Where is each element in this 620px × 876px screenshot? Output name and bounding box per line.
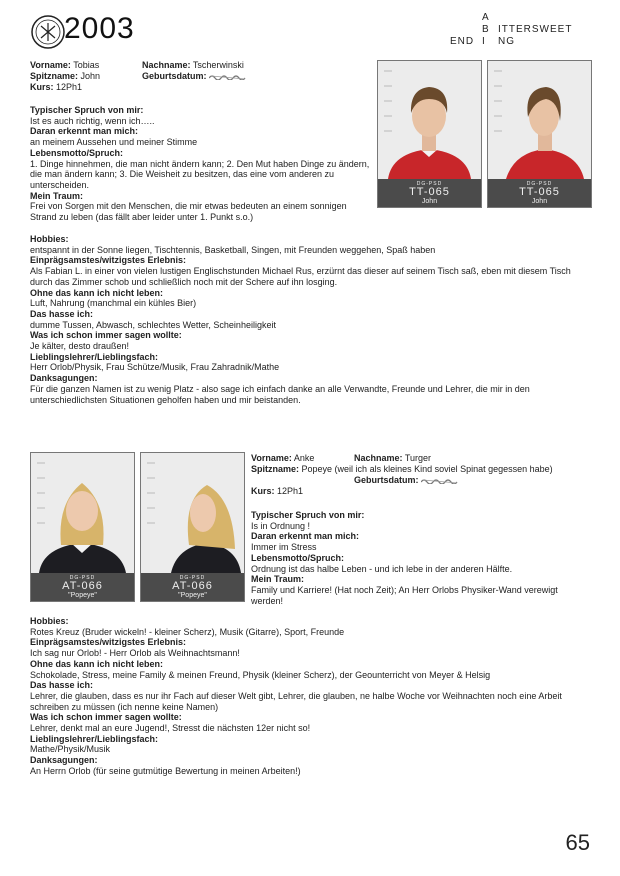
section-text: Für die ganzen Namen ist zu wenig Platz - also sage ich einfach danke an alle Verwandte, Freunde und Lehrer, die mir in den unterschiedlichsten Situationen geholfen haben und mir beistanden. <box>30 383 530 405</box>
person1-photo-profile <box>487 60 592 208</box>
section-label: Typischer Spruch von mir: <box>30 105 144 115</box>
person2-sections-bottom <box>30 616 590 777</box>
section-text: Family und Karriere! (Hat noch Zeit); An Herr Orlobs Physiker-Wand verewigt werden! <box>251 584 558 606</box>
person2-geburtsdatum: Geburtsdatum: <box>354 475 459 486</box>
section-label: Das hasse ich: <box>30 308 94 319</box>
section-text: Mathe/Physik/Musik <box>30 744 111 755</box>
person2-kurs: Kurs: 12Ph1 <box>251 486 304 496</box>
brand-word-ng: NG <box>498 36 515 47</box>
section-label: Mein Traum: <box>30 190 84 201</box>
section-text: Ordnung ist das halbe Leben - und ich lebe in der anderen Hälfte. <box>251 563 513 574</box>
person1-sections-bottom <box>30 234 590 405</box>
person2-sections-right <box>251 510 586 606</box>
section-label: Daran erkennt man mich: <box>30 126 139 137</box>
section-label: Was ich schon immer sagen wollte: <box>30 712 182 723</box>
section-text: An Herrn Orlob (für seine gutmütige Bewertung in meinen Arbeiten!) <box>30 765 301 776</box>
section-label: Was ich schon immer sagen wollte: <box>30 330 182 341</box>
person2-vorname: Vorname: Anke <box>251 453 315 463</box>
section-label: Lieblingslehrer/Lieblingsfach: <box>30 351 159 362</box>
person1-photo-front <box>377 60 482 208</box>
section-label: Lebensmotto/Spruch: <box>251 552 345 563</box>
section-text: Frei von Sorgen mit den Menschen, die mir etwas bedeuten an einem sonnigen Strand zu leben (das fällt aber leider unter 1. Punkt s.o.) <box>30 201 347 223</box>
section-label: Lieblingslehrer/Lieblingsfach: <box>30 733 159 744</box>
section-label: Das hasse ich: <box>30 680 94 691</box>
person2-photo-profile <box>140 452 245 602</box>
section-label: Einprägsamstes/witzigstes Erlebnis: <box>30 637 187 648</box>
brand-word-ittersweet: ITTERSWEET <box>498 24 573 35</box>
section-label: Hobbies: <box>30 616 69 626</box>
brand-logo <box>450 12 590 52</box>
section-text: Rotes Kreuz (Bruder wickeln! - kleiner Scherz), Musik (Gitarre), Sport, Freunde <box>30 626 345 637</box>
year-heading: 2003 <box>64 12 135 45</box>
section-text: Lehrer, denkt mal an eure Jugend!, Stresst die nächsten 12er nicht so! <box>30 723 311 734</box>
section-text: Lehrer, die glauben, dass es nur ihr Fach auf dieser Welt gibt, Lehrer, die glauben, ne halbe Woche vor Weihnachten noch eine Arbeit schreiben zu müssen (ich nenne keine Namen) <box>30 690 562 712</box>
portrait-front-icon <box>378 61 481 179</box>
section-label: Mein Traum: <box>251 574 305 585</box>
section-label: Typischer Spruch von mir: <box>251 510 365 520</box>
yearbook-logo-icon <box>30 14 66 50</box>
section-text: an meinem Aussehen und meiner Stimme <box>30 137 198 148</box>
page-number: 65 <box>565 830 590 855</box>
person1-geburtsdatum: Geburtsdatum: <box>142 71 247 82</box>
photo-caption: DG-PSD TT-065 John <box>378 179 481 207</box>
section-text: Als Fabian L. in einer von vielen lustigen Englischstunden Michael Rus, erzürnt das dieser auf seinem Tisch saß, eben mit diesem Tisch durch das Zimmer schob und schließlich noch mit der Schere auf ihn losging. <box>30 266 571 287</box>
person2-photo-front <box>30 452 135 602</box>
person1-sections-top <box>30 105 370 223</box>
brand-letter-i: I <box>482 36 486 47</box>
person1-nachname: Nachname: Tscherwinski <box>142 60 244 70</box>
section-text: Ich sag nur Orlob! - Herr Orlob als Weihnachtsmann! <box>30 648 240 659</box>
brand-word-end: END <box>450 36 475 47</box>
section-label: Danksagungen: <box>30 755 98 766</box>
person2-spitzname: Spitzname: Popeye (weil ich als kleines Kind soviel Spinat gegessen habe) <box>251 464 553 474</box>
section-label: Ohne das kann ich nicht leben: <box>30 287 164 298</box>
section-label: Einprägsamstes/witzigstes Erlebnis: <box>30 255 187 266</box>
person1-vorname: Vorname: Tobias <box>30 60 100 70</box>
section-text: dumme Tussen, Abwasch, schlechtes Wetter, Scheinheiligkeit <box>30 319 276 330</box>
section-text: Luft, Nahrung (manchmal ein kühles Bier) <box>30 298 197 309</box>
section-text: entspannt in der Sonne liegen, Tischtennis, Basketball, Singen, mit Freunden weggehen, Spaß haben <box>30 244 436 255</box>
section-text: Je kälter, desto draußen! <box>30 341 130 352</box>
person1-spitzname: Spitzname: John <box>30 71 101 81</box>
section-text: Herr Orlob/Physik, Frau Schütze/Musik, Frau Zahradnik/Mathe <box>30 362 280 373</box>
photo-caption: DG-PSD AT-066 "Popeye" <box>31 573 134 601</box>
person1-kurs: Kurs: 12Ph1 <box>30 82 83 92</box>
redacted-scribble-icon <box>421 478 459 484</box>
section-text: Is in Ordnung ! <box>251 520 311 531</box>
redacted-scribble-icon <box>209 74 247 80</box>
photo-caption: DG-PSD AT-066 "Popeye" <box>141 573 244 601</box>
photo-caption: DG-PSD TT-065 John <box>488 179 591 207</box>
section-text: 1. Dinge hinnehmen, die man nicht ändern kann; 2. Den Mut haben Dinge zu ändern, die man ändern kann; 3. Die Weisheit zu besitzen, das eine vom anderen zu unterscheiden. <box>30 158 370 190</box>
brand-letter-b: B <box>482 24 490 35</box>
section-text: Schokolade, Stress, meine Family & meinen Freund, Physik (kleiner Scherz), der Geounterricht von Meyer & Helsig <box>30 669 491 680</box>
portrait-front-icon <box>31 453 134 573</box>
section-label: Hobbies: <box>30 234 69 244</box>
portrait-profile-icon <box>141 453 244 573</box>
portrait-profile-icon <box>488 61 591 179</box>
section-label: Ohne das kann ich nicht leben: <box>30 658 164 669</box>
person2-nachname: Nachname: Turger <box>354 453 432 463</box>
section-text: Ist es auch richtig, wenn ich….. <box>30 115 155 126</box>
section-label: Danksagungen: <box>30 373 98 384</box>
section-label: Daran erkennt man mich: <box>251 531 360 542</box>
section-label: Lebensmotto/Spruch: <box>30 147 124 158</box>
section-text: Immer im Stress <box>251 542 317 553</box>
brand-letter-a: A <box>482 12 490 23</box>
